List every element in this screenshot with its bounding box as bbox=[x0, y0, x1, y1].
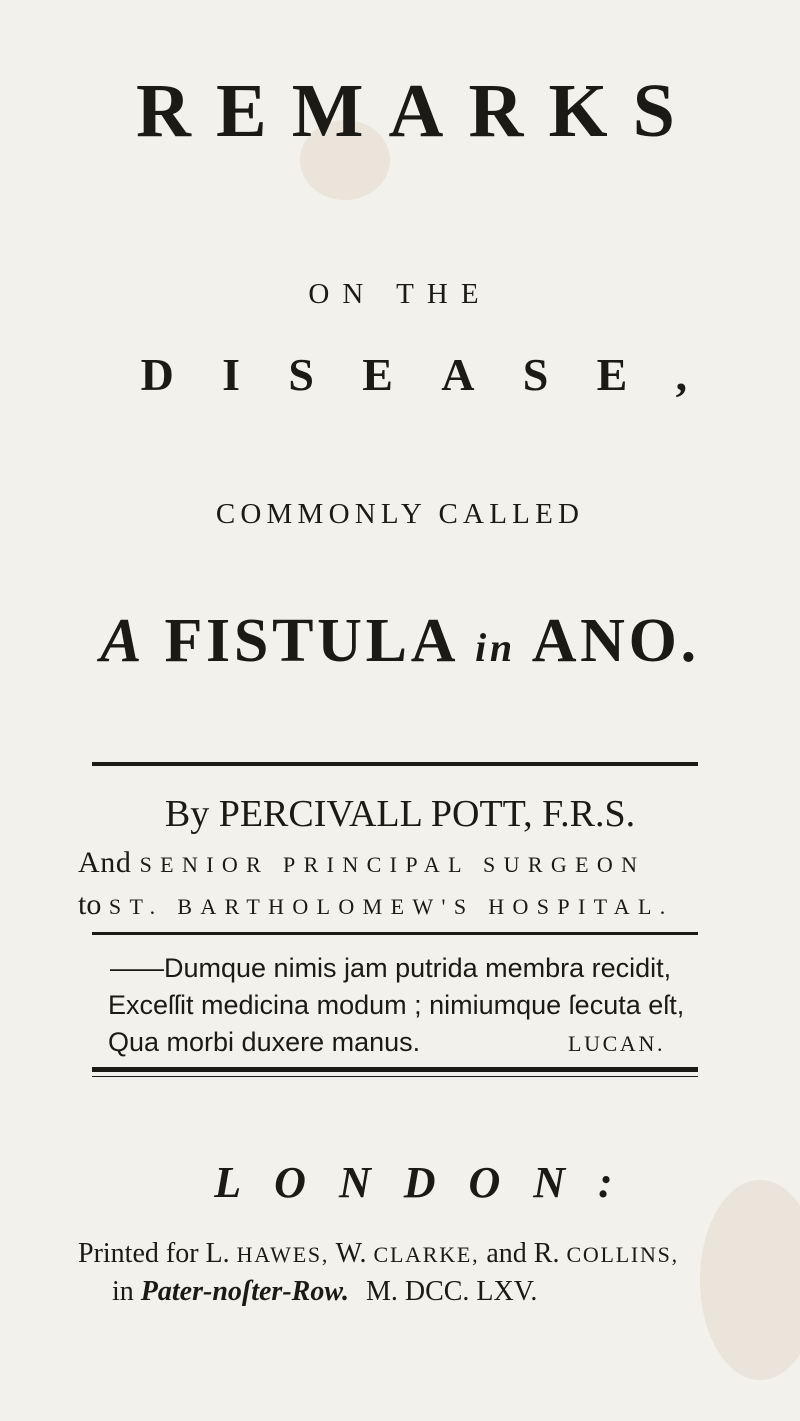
subtitle-commonly-called: COMMONLY CALLED bbox=[215, 498, 585, 530]
main-title: REMARKS bbox=[135, 69, 701, 153]
imprint-w: W. bbox=[335, 1238, 367, 1269]
imprint-place: LONDON: bbox=[214, 1158, 646, 1207]
fistula-in: in bbox=[475, 625, 516, 670]
role-to: to bbox=[78, 888, 102, 921]
author-line bbox=[0, 792, 800, 836]
role-and: And bbox=[78, 846, 132, 879]
imprint-line-1 bbox=[78, 1238, 679, 1270]
divider-rule bbox=[92, 932, 698, 935]
subtitle-fistula-in-ano bbox=[0, 606, 800, 677]
author-name: PERCIVALL POTT, F.R.S. bbox=[218, 793, 636, 835]
imprint-line-2 bbox=[112, 1276, 537, 1308]
author-role-line-1 bbox=[78, 846, 718, 880]
imprint-and-r: and R. bbox=[486, 1238, 560, 1269]
divider-rule-double bbox=[92, 1076, 698, 1077]
author-role-line-2 bbox=[78, 888, 718, 922]
author-by: By bbox=[164, 793, 210, 835]
fistula-prefix: A bbox=[100, 607, 146, 675]
epigraph-line-2: Exceſſit medicina modum ; nimiumque ſecuta eſt, bbox=[108, 990, 685, 1020]
fistula-main: FISTULA bbox=[164, 607, 456, 675]
imprint-clarke: CLARKE, bbox=[373, 1242, 480, 1267]
imprint-in: in bbox=[112, 1276, 134, 1307]
imprint-collins: COLLINS, bbox=[566, 1242, 679, 1267]
role-title: SENIOR PRINCIPAL SURGEON bbox=[139, 852, 646, 877]
subtitle-disease: DISEASE, bbox=[140, 349, 736, 400]
epigraph-source-name: LUCAN. bbox=[568, 1031, 666, 1056]
divider-rule bbox=[92, 762, 698, 766]
fistula-ano: ANO. bbox=[531, 607, 700, 675]
imprint-printed-for: Printed for bbox=[78, 1238, 199, 1269]
epigraph-line-1: ——Dumque nimis jam putrida membra recidit, bbox=[110, 953, 672, 983]
imprint-hawes: HAWES, bbox=[236, 1242, 330, 1267]
imprint-l: L. bbox=[205, 1238, 230, 1269]
divider-rule-double bbox=[92, 1067, 698, 1072]
imprint-row: Pater-noſter-Row. bbox=[140, 1276, 349, 1307]
epigraph-line-3: Qua morbi duxere manus. bbox=[108, 1027, 421, 1057]
role-hospital: ST. BARTHOLOMEW'S HOSPITAL. bbox=[108, 894, 674, 919]
imprint-date: M. DCC. LXV. bbox=[365, 1276, 538, 1307]
subtitle-on-the: ON THE bbox=[308, 278, 492, 310]
epigraph-source bbox=[568, 1027, 665, 1058]
paper-stain bbox=[700, 1180, 800, 1380]
